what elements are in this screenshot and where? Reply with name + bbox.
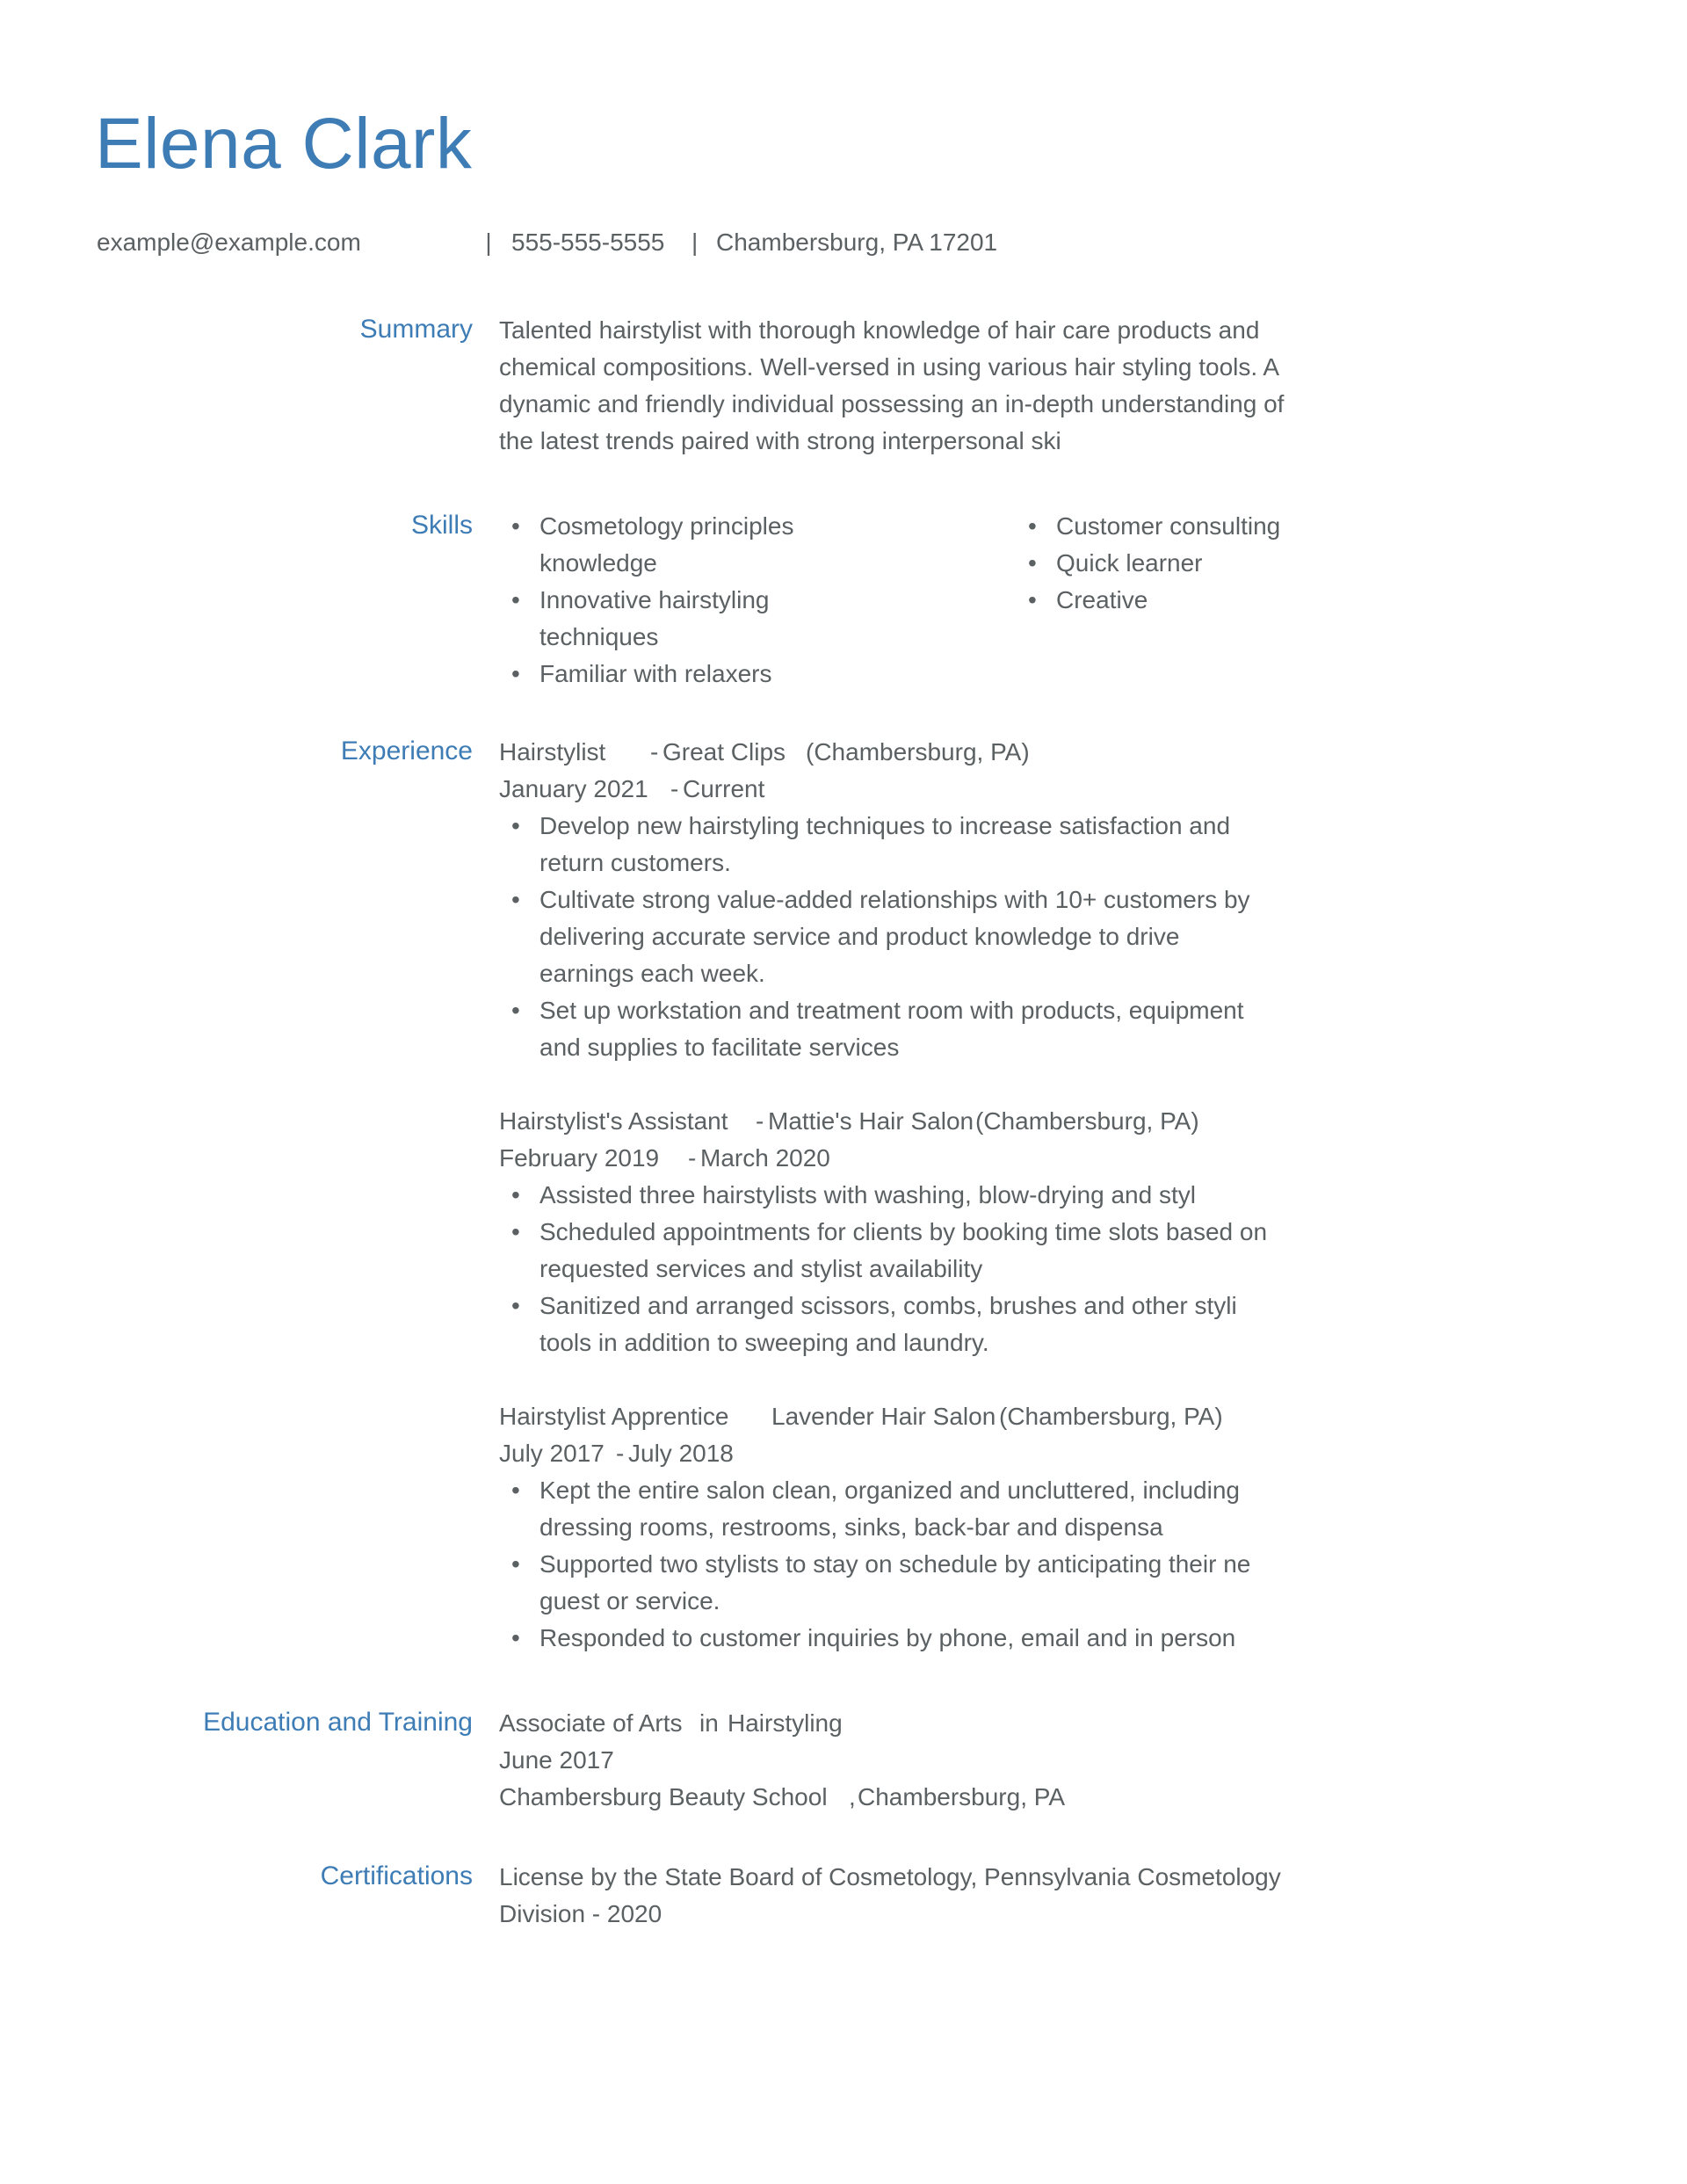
job-date-separator: - [616,1440,625,1467]
summary-line: chemical compositions. Well-versed in using various hair styling tools. A [499,353,1280,381]
section-label-education: Education and Training [203,1708,473,1737]
job-bullet [499,992,1543,1066]
job-bullets [499,808,1543,1066]
bullet-line: earnings each week. [539,960,765,987]
education-body [499,1705,1543,1816]
skills-column-left [499,508,868,693]
bullet-line: guest or service. [539,1587,720,1614]
education-degree: Associate of Arts [499,1709,683,1737]
experience-body [499,734,1543,1657]
job-bullet [499,1472,1543,1546]
job-title: Hairstylist [499,738,606,765]
job-headline [499,734,1543,771]
job-date-to: Current [683,775,765,802]
skill-item [499,656,868,693]
bullet-line: • Cultivate strong value-added relationships with 10+ customers by [539,886,1250,913]
job-bullet [499,1546,1543,1620]
job-bullet [499,882,1543,992]
job-date-to: July 2018 [628,1440,734,1467]
candidate-name: Elena Clark [95,104,473,184]
job-location: (Chambersburg, PA) [975,1107,1199,1135]
skill-label: • Cosmetology principles knowledge [539,512,794,577]
job-date-from: February 2019 [499,1144,660,1172]
skills-body [499,508,1543,710]
job-dash: - [650,738,659,765]
skill-label: Customer consulting [1056,512,1281,540]
job-date-separator: - [688,1144,697,1172]
skill-item [1016,545,1543,582]
job-bullets [499,1472,1543,1657]
job-date-to: March 2020 [700,1144,830,1172]
bullet-line: and supplies to facilitate services [539,1034,900,1061]
bullet-line: return customers. [539,849,731,876]
contact-line [97,227,1138,258]
education-school-line [499,1779,1543,1816]
education-field: Hairstyling [728,1709,843,1737]
job-company: Mattie's Hair Salon [768,1107,974,1135]
job-date-from: January 2021 [499,775,648,802]
job-headline [499,1398,1543,1435]
skill-label: Quick learner [1056,549,1203,577]
skills-column-right [1016,508,1543,619]
education-school-separator: , [849,1783,856,1810]
bullet-line: tools in addition to sweeping and laundry. [539,1329,989,1356]
contact-phone: 555-555-5555 [511,229,665,256]
job-title: Hairstylist Apprentice [499,1403,729,1430]
certification-line: Division - 2020 [499,1900,662,1927]
skill-label: • Innovative hairstyling techniques [539,586,770,650]
education-degree-line [499,1705,1543,1742]
contact-separator-2: | [691,229,699,256]
section-label-skills: Skills [410,511,473,540]
bullet-line: dressing rooms, restrooms, sinks, back-bar and dispensa [539,1513,1163,1541]
summary-line: dynamic and friendly individual possessing an in-depth understanding of [499,390,1285,417]
job-bullet [499,808,1543,882]
contact-location: Chambersburg, PA 17201 [716,229,998,256]
education-connector: in [699,1709,719,1737]
job-company: Lavender Hair Salon [771,1403,996,1430]
summary-body [499,312,1543,460]
skill-item [499,508,868,582]
contact-separator-1: | [485,229,492,256]
bullet-line: • Assisted three hairstylists with washing, blow-drying and styl [539,1181,1196,1208]
job-location: (Chambersburg, PA) [806,738,1030,765]
job-headline [499,1103,1543,1140]
bullet-line: • Scheduled appointments for clients by booking time slots based on [539,1218,1268,1245]
job-spacer [499,1361,1543,1398]
education-school: Chambersburg Beauty School [499,1783,828,1810]
education-school-location: Chambersburg, PA [858,1783,1066,1810]
section-label-experience: Experience [340,736,473,765]
bullet-line: • Set up workstation and treatment room with products, equipment [539,997,1244,1024]
bullet-line: requested services and stylist availability [539,1255,983,1282]
job-dash: - [756,1107,764,1135]
experience-job [499,734,1543,1066]
certifications-body [499,1859,1543,1933]
job-company: Great Clips [662,738,786,765]
contact-email: example@example.com [97,229,361,256]
job-dates [499,1435,1543,1472]
bullet-line: • Supported two stylists to stay on schedule by anticipating their ne [539,1550,1251,1578]
job-bullets [499,1177,1543,1361]
summary-line: the latest trends paired with strong interpersonal ski [499,427,1061,454]
skill-item [1016,582,1543,619]
job-dates [499,771,1543,808]
education-date: June 2017 [499,1746,614,1774]
job-dates [499,1140,1543,1177]
skill-item [1016,508,1543,545]
experience-job [499,1398,1543,1657]
skill-label: • Familiar with relaxers [539,660,772,687]
job-title: Hairstylist's Assistant [499,1107,728,1135]
job-date-separator: - [670,775,679,802]
bullet-line: • Kept the entire salon clean, organized and uncluttered, including [539,1477,1240,1504]
job-bullet [499,1177,1543,1214]
job-bullet [499,1214,1543,1288]
certification-line: License by the State Board of Cosmetology, Pennsylvania Cosmetology [499,1863,1281,1890]
skill-label: Creative [1056,586,1148,613]
bullet-line: delivering accurate service and product knowledge to drive [539,923,1180,950]
bullet-line: • Develop new hairstyling techniques to increase satisfaction and [539,812,1231,839]
experience-job [499,1103,1543,1361]
job-bullet [499,1620,1543,1657]
job-location: (Chambersburg, PA) [999,1403,1223,1430]
section-label-certifications: Certifications [320,1861,473,1890]
job-bullet [499,1288,1543,1361]
bullet-line: • Sanitized and arranged scissors, combs, brushes and other styli [539,1292,1237,1319]
bullet-line: • Responded to customer inquiries by phone, email and in person [539,1624,1236,1651]
job-spacer [499,1066,1543,1103]
skill-item [499,582,868,656]
section-label-summary: Summary [359,315,473,344]
job-date-from: July 2017 [499,1440,605,1467]
summary-line: Talented hairstylist with thorough knowledge of hair care products and [499,316,1260,344]
